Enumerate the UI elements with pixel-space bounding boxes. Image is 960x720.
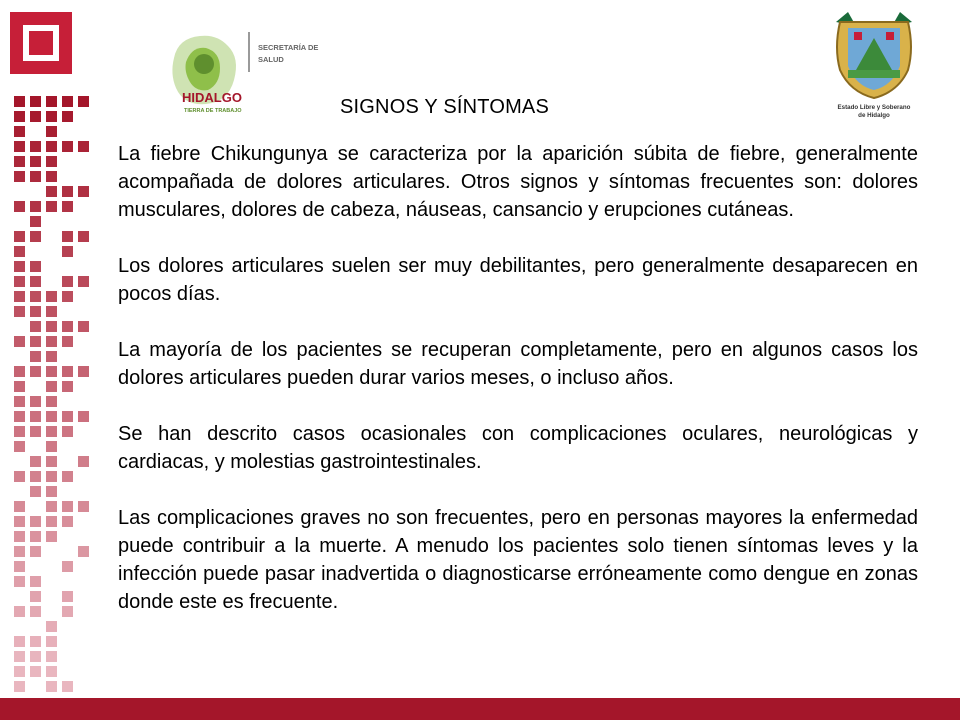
pattern-square bbox=[14, 171, 25, 182]
big-square-inner bbox=[29, 31, 53, 55]
logo-left-tagline: TIERRA DE TRABAJO bbox=[184, 108, 242, 114]
pattern-square bbox=[62, 231, 73, 242]
pattern-square bbox=[30, 156, 41, 167]
pattern-square bbox=[62, 681, 73, 692]
logo-right-caption-2: de Hidalgo bbox=[858, 112, 890, 119]
pattern-square bbox=[46, 156, 57, 167]
pattern-square bbox=[30, 276, 41, 287]
pattern-square bbox=[30, 636, 41, 647]
pattern-square bbox=[14, 651, 25, 662]
pattern-square bbox=[46, 336, 57, 347]
pattern-square bbox=[46, 381, 57, 392]
pattern-square bbox=[62, 606, 73, 617]
pattern-square bbox=[46, 471, 57, 482]
pattern-square bbox=[46, 516, 57, 527]
pattern-square bbox=[46, 621, 57, 632]
pattern-square bbox=[46, 291, 57, 302]
pattern-square bbox=[30, 141, 41, 152]
pattern-square bbox=[30, 576, 41, 587]
pattern-square bbox=[46, 396, 57, 407]
pattern-square bbox=[62, 96, 73, 107]
bottom-accent-bar bbox=[0, 698, 960, 720]
pattern-square bbox=[78, 186, 89, 197]
pattern-square bbox=[62, 111, 73, 122]
pattern-square bbox=[30, 486, 41, 497]
pattern-square bbox=[62, 246, 73, 257]
pattern-square bbox=[78, 366, 89, 377]
pattern-square bbox=[62, 411, 73, 422]
pattern-square bbox=[30, 111, 41, 122]
pattern-square bbox=[30, 291, 41, 302]
pattern-square bbox=[62, 276, 73, 287]
pattern-square bbox=[14, 306, 25, 317]
pattern-square bbox=[46, 636, 57, 647]
pattern-square bbox=[62, 471, 73, 482]
logo-left-line1: SECRETARÍA DE bbox=[258, 43, 319, 52]
paragraph-5: Las complicaciones graves no son frecuentes, pero en personas mayores la enfermedad puede contribuir a la muerte. A menudo los pacientes solo tienen síntomas leves y la infección puede pasar inadvertida o diagnosticarse erróneamente como dengue en zonas donde este es frecuente. bbox=[118, 507, 918, 613]
pattern-square bbox=[14, 231, 25, 242]
pattern-square bbox=[30, 471, 41, 482]
pattern-square bbox=[46, 681, 57, 692]
pattern-square bbox=[62, 321, 73, 332]
pattern-square bbox=[46, 141, 57, 152]
pattern-square bbox=[46, 201, 57, 212]
pattern-square bbox=[30, 216, 41, 227]
pattern-square bbox=[14, 576, 25, 587]
pattern-square bbox=[30, 201, 41, 212]
pattern-square bbox=[14, 246, 25, 257]
pattern-square bbox=[30, 456, 41, 467]
pattern-square bbox=[78, 231, 89, 242]
pattern-square bbox=[14, 411, 25, 422]
pattern-square bbox=[30, 366, 41, 377]
pattern-square bbox=[62, 501, 73, 512]
pattern-square bbox=[30, 606, 41, 617]
pattern-square bbox=[78, 501, 89, 512]
pattern-square bbox=[30, 231, 41, 242]
pattern-square bbox=[46, 321, 57, 332]
pattern-square bbox=[14, 336, 25, 347]
pattern-square bbox=[14, 381, 25, 392]
pattern-square bbox=[14, 636, 25, 647]
pattern-square bbox=[62, 381, 73, 392]
pattern-square bbox=[30, 351, 41, 362]
pattern-square bbox=[14, 201, 25, 212]
pattern-square bbox=[14, 606, 25, 617]
pattern-square bbox=[46, 351, 57, 362]
pattern-square bbox=[14, 441, 25, 452]
pattern-square bbox=[78, 96, 89, 107]
logo-left-line2: SALUD bbox=[258, 55, 284, 64]
pattern-square bbox=[46, 171, 57, 182]
pattern-square bbox=[14, 126, 25, 137]
pattern-square bbox=[62, 201, 73, 212]
pattern-square bbox=[30, 171, 41, 182]
pattern-square bbox=[46, 126, 57, 137]
pattern-square bbox=[46, 186, 57, 197]
pattern-square bbox=[78, 546, 89, 557]
pattern-square bbox=[30, 336, 41, 347]
pattern-square bbox=[14, 666, 25, 677]
pattern-square bbox=[46, 531, 57, 542]
pattern-square bbox=[78, 411, 89, 422]
pattern-square bbox=[14, 366, 25, 377]
pattern-square bbox=[46, 426, 57, 437]
pattern-square bbox=[46, 111, 57, 122]
pattern-square bbox=[14, 156, 25, 167]
pattern-square bbox=[14, 141, 25, 152]
pattern-square bbox=[14, 291, 25, 302]
pattern-square bbox=[30, 321, 41, 332]
pattern-square bbox=[62, 561, 73, 572]
pattern-square bbox=[14, 396, 25, 407]
pattern-square bbox=[14, 111, 25, 122]
pattern-square bbox=[46, 96, 57, 107]
pattern-square bbox=[30, 261, 41, 272]
pattern-square bbox=[14, 261, 25, 272]
pattern-square bbox=[30, 396, 41, 407]
side-square-pattern bbox=[0, 0, 100, 700]
pattern-square bbox=[62, 591, 73, 602]
paragraph-1: La fiebre Chikungunya se caracteriza por la aparición súbita de fiebre, generalmente acompañada de dolores articulares. Otros signos y síntomas frecuentes son: dolores musculares, dolores de cabeza, náuseas, cansancio y erupciones cutáneas. bbox=[118, 143, 918, 221]
pattern-square bbox=[62, 336, 73, 347]
pattern-square bbox=[62, 426, 73, 437]
pattern-square bbox=[46, 441, 57, 452]
pattern-square bbox=[30, 96, 41, 107]
pattern-square bbox=[46, 306, 57, 317]
pattern-square bbox=[14, 681, 25, 692]
pattern-square bbox=[14, 546, 25, 557]
pattern-square bbox=[46, 411, 57, 422]
pattern-square bbox=[14, 96, 25, 107]
pattern-square bbox=[14, 471, 25, 482]
pattern-square bbox=[62, 141, 73, 152]
pattern-square bbox=[14, 426, 25, 437]
pattern-square bbox=[14, 501, 25, 512]
logo-left-brand: HIDALGO bbox=[182, 90, 242, 105]
pattern-square bbox=[30, 666, 41, 677]
pattern-square bbox=[78, 456, 89, 467]
slide-title: SIGNOS Y SÍNTOMAS bbox=[340, 96, 550, 118]
pattern-square bbox=[62, 366, 73, 377]
pattern-square bbox=[46, 666, 57, 677]
pattern-square bbox=[30, 531, 41, 542]
pattern-square bbox=[30, 546, 41, 557]
body-text bbox=[118, 140, 918, 644]
pattern-square bbox=[46, 366, 57, 377]
pattern-square bbox=[30, 411, 41, 422]
pattern-square bbox=[46, 486, 57, 497]
pattern-square bbox=[46, 501, 57, 512]
pattern-square bbox=[14, 516, 25, 527]
pattern-square bbox=[62, 186, 73, 197]
pattern-square bbox=[14, 561, 25, 572]
pattern-square bbox=[78, 321, 89, 332]
hidalgo-coat-of-arms bbox=[826, 8, 922, 120]
pattern-square bbox=[30, 651, 41, 662]
pattern-square bbox=[78, 141, 89, 152]
pattern-square bbox=[46, 651, 57, 662]
paragraph-2: Los dolores articulares suelen ser muy debilitantes, pero generalmente desaparecen en pocos días. bbox=[118, 255, 918, 305]
logo-right-caption-1: Estado Libre y Soberano bbox=[837, 104, 911, 111]
pattern-square bbox=[14, 531, 25, 542]
paragraph-4: Se han descrito casos ocasionales con complicaciones oculares, neurológicas y cardiacas, y molestias gastrointestinales. bbox=[118, 423, 918, 473]
pattern-square bbox=[46, 456, 57, 467]
pattern-square bbox=[30, 516, 41, 527]
secretaria-salud-logo bbox=[162, 28, 342, 120]
pattern-square bbox=[78, 276, 89, 287]
pattern-square bbox=[14, 276, 25, 287]
paragraph-3: La mayoría de los pacientes se recuperan completamente, pero en algunos casos los dolores articulares pueden durar varios meses, o incluso años. bbox=[118, 339, 918, 389]
pattern-square bbox=[62, 291, 73, 302]
pattern-square bbox=[30, 306, 41, 317]
pattern-square bbox=[30, 591, 41, 602]
pattern-square bbox=[30, 426, 41, 437]
pattern-square bbox=[62, 516, 73, 527]
